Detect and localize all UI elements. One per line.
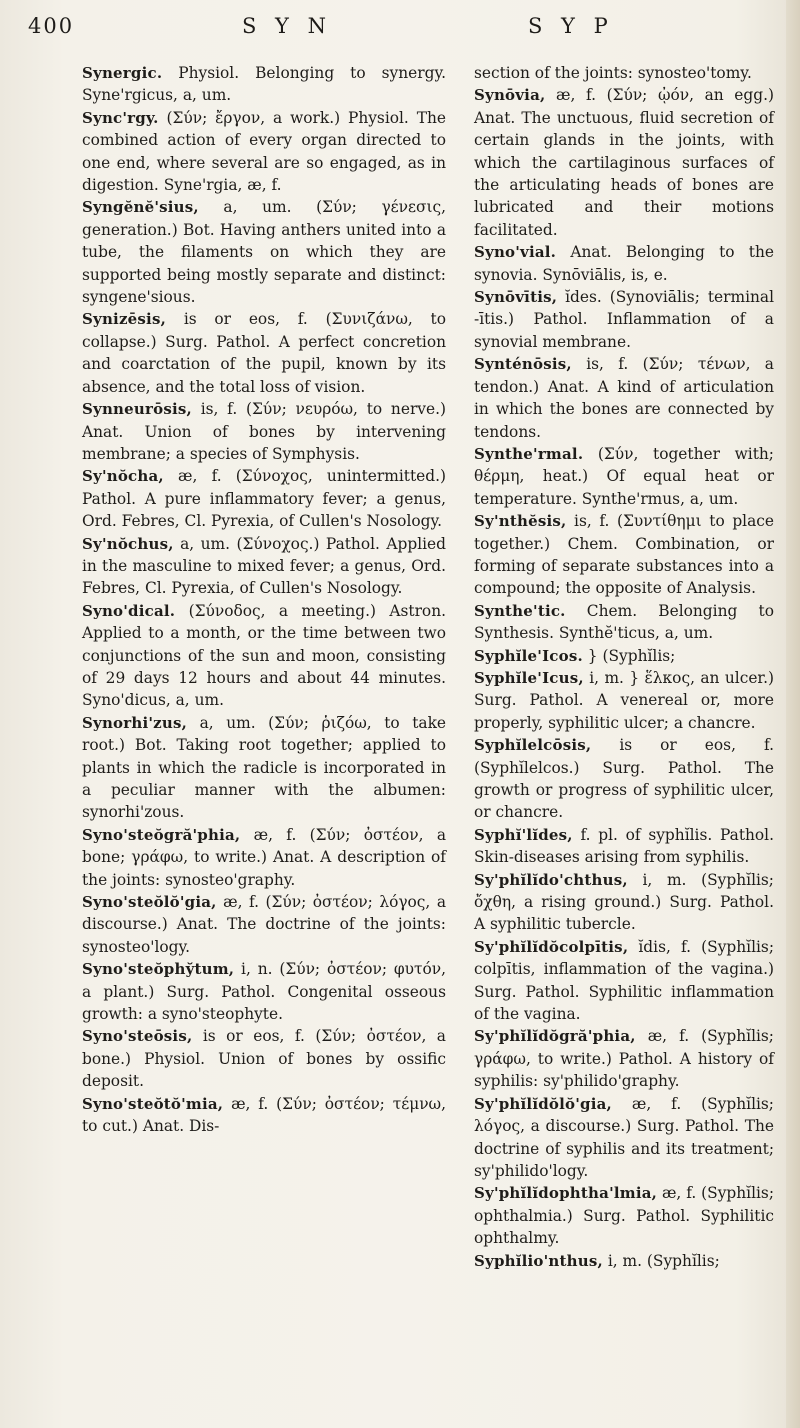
entry-headword: Synōvītis, <box>474 288 558 307</box>
right-running-head: S Y P <box>528 14 614 38</box>
entry-definition: æ, f. (Σύν; ᾠόν, an egg.) Anat. The unctuous, fluid secretion of certain glands in the joints, with which the cartilaginous surfaces of the articulating heads of bones are lubricated and their motions facilitated. <box>474 86 774 239</box>
dictionary-entry <box>474 1025 774 1092</box>
dictionary-entry <box>474 62 774 84</box>
entry-headword: Synizēsis, <box>82 310 167 329</box>
entry-headword: Syno'vial. <box>474 243 557 262</box>
entry-headword: Synténōsis, <box>474 355 572 374</box>
entry-definition: Physiol. Belonging to synergy. Syne'rgicus, a, um. <box>82 64 446 105</box>
entry-definition: i, m. (Syphĭlis; ὄχθη, a rising ground.) Surg. Pathol. A syphilitic tubercle. <box>474 870 774 934</box>
entry-headword: Synergic. <box>82 64 163 82</box>
entry-headword: Synneurōsis, <box>82 400 192 419</box>
entry-definition: is or eos, f. (Συνιζάνω, to collapse.) Surg. Pathol. A perfect concretion and coarctation of the pupil, known by its absence, and the total loss of vision. <box>82 310 446 396</box>
entry-definition: (Σύνοδος, a meeting.) Astron. Applied to a month, or the time between two conjunctions of the sun and moon, consisting of 29 days 12 hours and about 44 minutes. Syno'dicus, a, um. <box>82 601 446 710</box>
dictionary-entry <box>82 308 446 398</box>
entry-headword: Syno'steŏtŏ'mia, <box>82 1094 224 1113</box>
entry-headword: Synthe'rmal. <box>474 444 584 463</box>
entry-definition: æ, f. (Σύν; ὀστέον; τέμνω, to cut.) Anat. Dis- <box>82 1094 446 1136</box>
entry-headword: Syphĭlelcōsis, <box>474 736 592 755</box>
dictionary-entry <box>474 241 774 286</box>
left-column <box>82 62 446 1138</box>
dictionary-entry <box>474 443 774 510</box>
dictionary-entry <box>474 1182 774 1249</box>
entry-definition: Chem. Belonging to Synthesis. Synthĕ'ticus, a, um. <box>474 601 774 643</box>
entry-headword: Syphĭlio'nthus, <box>474 1251 603 1270</box>
page-number: 400 <box>28 14 75 38</box>
dictionary-entry <box>82 196 446 308</box>
entry-headword: Syno'steŏlŏ'gia, <box>82 893 217 912</box>
entry-headword: Sy'nŏchus, <box>82 534 174 553</box>
entry-definition: ĭdes. (Synoviālis; terminal -ītis.) Pathol. Inflammation of a synovial membrane. <box>474 288 774 351</box>
entry-definition: æ, f. (Σύν; ὀστέον, a bone; γράφω, to write.) Anat. A description of the joints: synosteo'graphy. <box>82 825 446 889</box>
dictionary-entry <box>82 465 446 532</box>
dictionary-entry <box>474 936 774 1026</box>
entry-definition: ĭdis, f. (Syphĭlis; colpītis, inflammation of the vagina.) Surg. Pathol. Syphilitic inflammation of the vagina. <box>474 937 774 1024</box>
entry-definition: æ, f. (Syphĭlis; λόγος, a discourse.) Surg. Pathol. The doctrine of syphilis and its treatment; sy'philido'logy. <box>474 1094 774 1180</box>
entry-definition: is, f. (Σύν; νευρόω, to nerve.) Anat. Union of bones by intervening membrane; a species of Symphysis. <box>82 400 446 463</box>
entry-headword: Sy'phĭlĭdŏlŏ'gia, <box>474 1094 612 1113</box>
entry-definition: i, n. (Σύν; ὀστέον; φυτόν, a plant.) Surg. Pathol. Congenital osseous growth: a syno'steophyte. <box>82 960 446 1024</box>
entry-definition: a, um. (Σύνοχος.) Pathol. Applied in the masculine to mixed fever; a genus, Ord. Febres, Cl. Pyrexia, of Cullen's Nosology. <box>82 534 446 598</box>
entry-headword: Syno'steŏphy̆tum, <box>82 960 235 979</box>
entry-definition: a, um. (Σύν; ῥιζόω, to take root.) Bot. Taking root together; applied to plants in which the radicle is incorporated in a peculiar manner with the albumen: synorhi'zous. <box>82 713 446 822</box>
entry-definition: is, f. (Σύν; τένων, a tendon.) Anat. A kind of articulation in which the bones are connected by tendons. <box>474 355 774 441</box>
running-head <box>20 14 780 50</box>
dictionary-entry <box>474 1250 774 1272</box>
dictionary-entry <box>474 824 774 869</box>
entry-definition: Anat. Belonging to the synovia. Synōviālis, is, e. <box>474 243 774 284</box>
entry-definition: i, m. (Syphĭlis; <box>602 1251 720 1270</box>
entry-headword: Sy'nŏcha, <box>82 467 164 486</box>
entry-definition: i, m. } ἕλκος, an ulcer.) Surg. Pathol. A venereal or, more properly, syphilitic ulcer; a chancre. <box>474 668 774 732</box>
dictionary-entry <box>474 510 774 600</box>
entry-headword: Sync'rgy. <box>82 108 159 127</box>
entry-definition: section of the joints: synosteo'tomy. <box>474 64 752 82</box>
dictionary-entry <box>474 869 774 936</box>
entry-definition: (Σύν, together with; θέρμη, heat.) Of equal heat or temperature. Synthe'rmus, a, um. <box>474 444 774 508</box>
entry-definition: a, um. (Σύν; γένεσις, generation.) Bot. Having anthers united into a tube, the filaments on which they are supported being mostly separate and distinct: syngene'sious. <box>82 198 446 307</box>
entry-headword: Synthe'tic. <box>474 601 566 620</box>
dictionary-entry <box>82 891 446 958</box>
entry-definition: æ, f. (Σύνοχος, unintermitted.) Pathol. A pure inflammatory fever; a genus, Ord. Febres, Cl. Pyrexia, of Cullen's Nosology. <box>82 467 446 531</box>
entry-definition: æ, f. (Σύν; ὀστέον; λόγος, a discourse.) Anat. The doctrine of the joints: synosteo'logy. <box>82 893 446 956</box>
entry-definition: (Σύν; ἔργον, a work.) Physiol. The combined action of every organ directed to one end, where several are so engaged, as in digestion. Syne'rgia, æ, f. <box>82 108 446 195</box>
dictionary-entry <box>474 286 774 353</box>
entry-definition: is or eos, f. (Syphĭlelcos.) Surg. Pathol. The growth or progress of syphilitic ulcer, or chancre. <box>474 736 774 822</box>
entry-headword: Syphĭle'Icus, <box>474 668 584 687</box>
entry-headword: Syphĭ'lĭdes, <box>474 825 573 844</box>
dictionary-entry <box>82 712 446 824</box>
entry-definition: is, f. (Συντίθημι to place together.) Chem. Combination, or forming of separate substances into a compound; the opposite of Analysis. <box>474 512 774 598</box>
entry-headword: Syngĕnĕ'sius, <box>82 198 199 217</box>
dictionary-entry <box>82 824 446 891</box>
dictionary-entry <box>82 958 446 1025</box>
entry-headword: Syno'steŏgră'phia, <box>82 825 241 844</box>
entry-headword: Sy'phĭlĭdŏcolpītis, <box>474 937 629 956</box>
dictionary-entry <box>82 398 446 465</box>
dictionary-entry <box>474 667 774 734</box>
entry-headword: Syno'dical. <box>82 601 176 620</box>
right-column <box>474 62 774 1272</box>
entry-definition: is or eos, f. (Σύν; ὀστέον, a bone.) Physiol. Union of bones by ossific deposit. <box>82 1027 446 1091</box>
entry-headword: Sy'phĭlĭdo'chthus, <box>474 870 628 889</box>
entry-headword: Synorhi'zus, <box>82 713 188 732</box>
dictionary-entry <box>474 1093 774 1183</box>
entry-headword: Sy'phĭlĭdŏgră'phia, <box>474 1027 636 1046</box>
dictionary-entry <box>474 734 774 824</box>
left-running-head: S Y N <box>242 14 332 38</box>
dictionary-entry <box>82 1025 446 1092</box>
entry-headword: Synōvia, <box>474 86 546 105</box>
entry-definition: æ, f. (Syphĭlis; ophthalmia.) Surg. Pathol. Syphilitic ophthalmy. <box>474 1184 775 1248</box>
dictionary-entry <box>82 107 446 197</box>
entry-definition: æ, f. (Syphĭlis; γράφω, to write.) Pathol. A history of syphilis: sy'philido'graphy. <box>474 1027 774 1091</box>
entry-headword: Syphĭle'Icos. <box>474 646 583 665</box>
entry-definition: } (Syphĭlis; <box>582 646 676 665</box>
dictionary-entry <box>474 600 774 645</box>
entry-headword: Syno'steōsis, <box>82 1027 193 1046</box>
dictionary-entry <box>474 84 774 241</box>
entry-headword: Sy'phĭlĭdophtha'lmia, <box>474 1184 658 1203</box>
dictionary-entry <box>82 62 446 107</box>
entry-definition: f. pl. of syphĭlis. Pathol. Skin-diseases arising from syphilis. <box>474 825 774 867</box>
page-edge <box>786 0 800 1428</box>
dictionary-entry <box>82 533 446 600</box>
dictionary-entry <box>82 600 446 712</box>
dictionary-entry <box>474 353 774 443</box>
entry-headword: Sy'nthĕsis, <box>474 512 567 531</box>
dictionary-entry <box>82 1093 446 1138</box>
dictionary-entry <box>474 645 774 667</box>
